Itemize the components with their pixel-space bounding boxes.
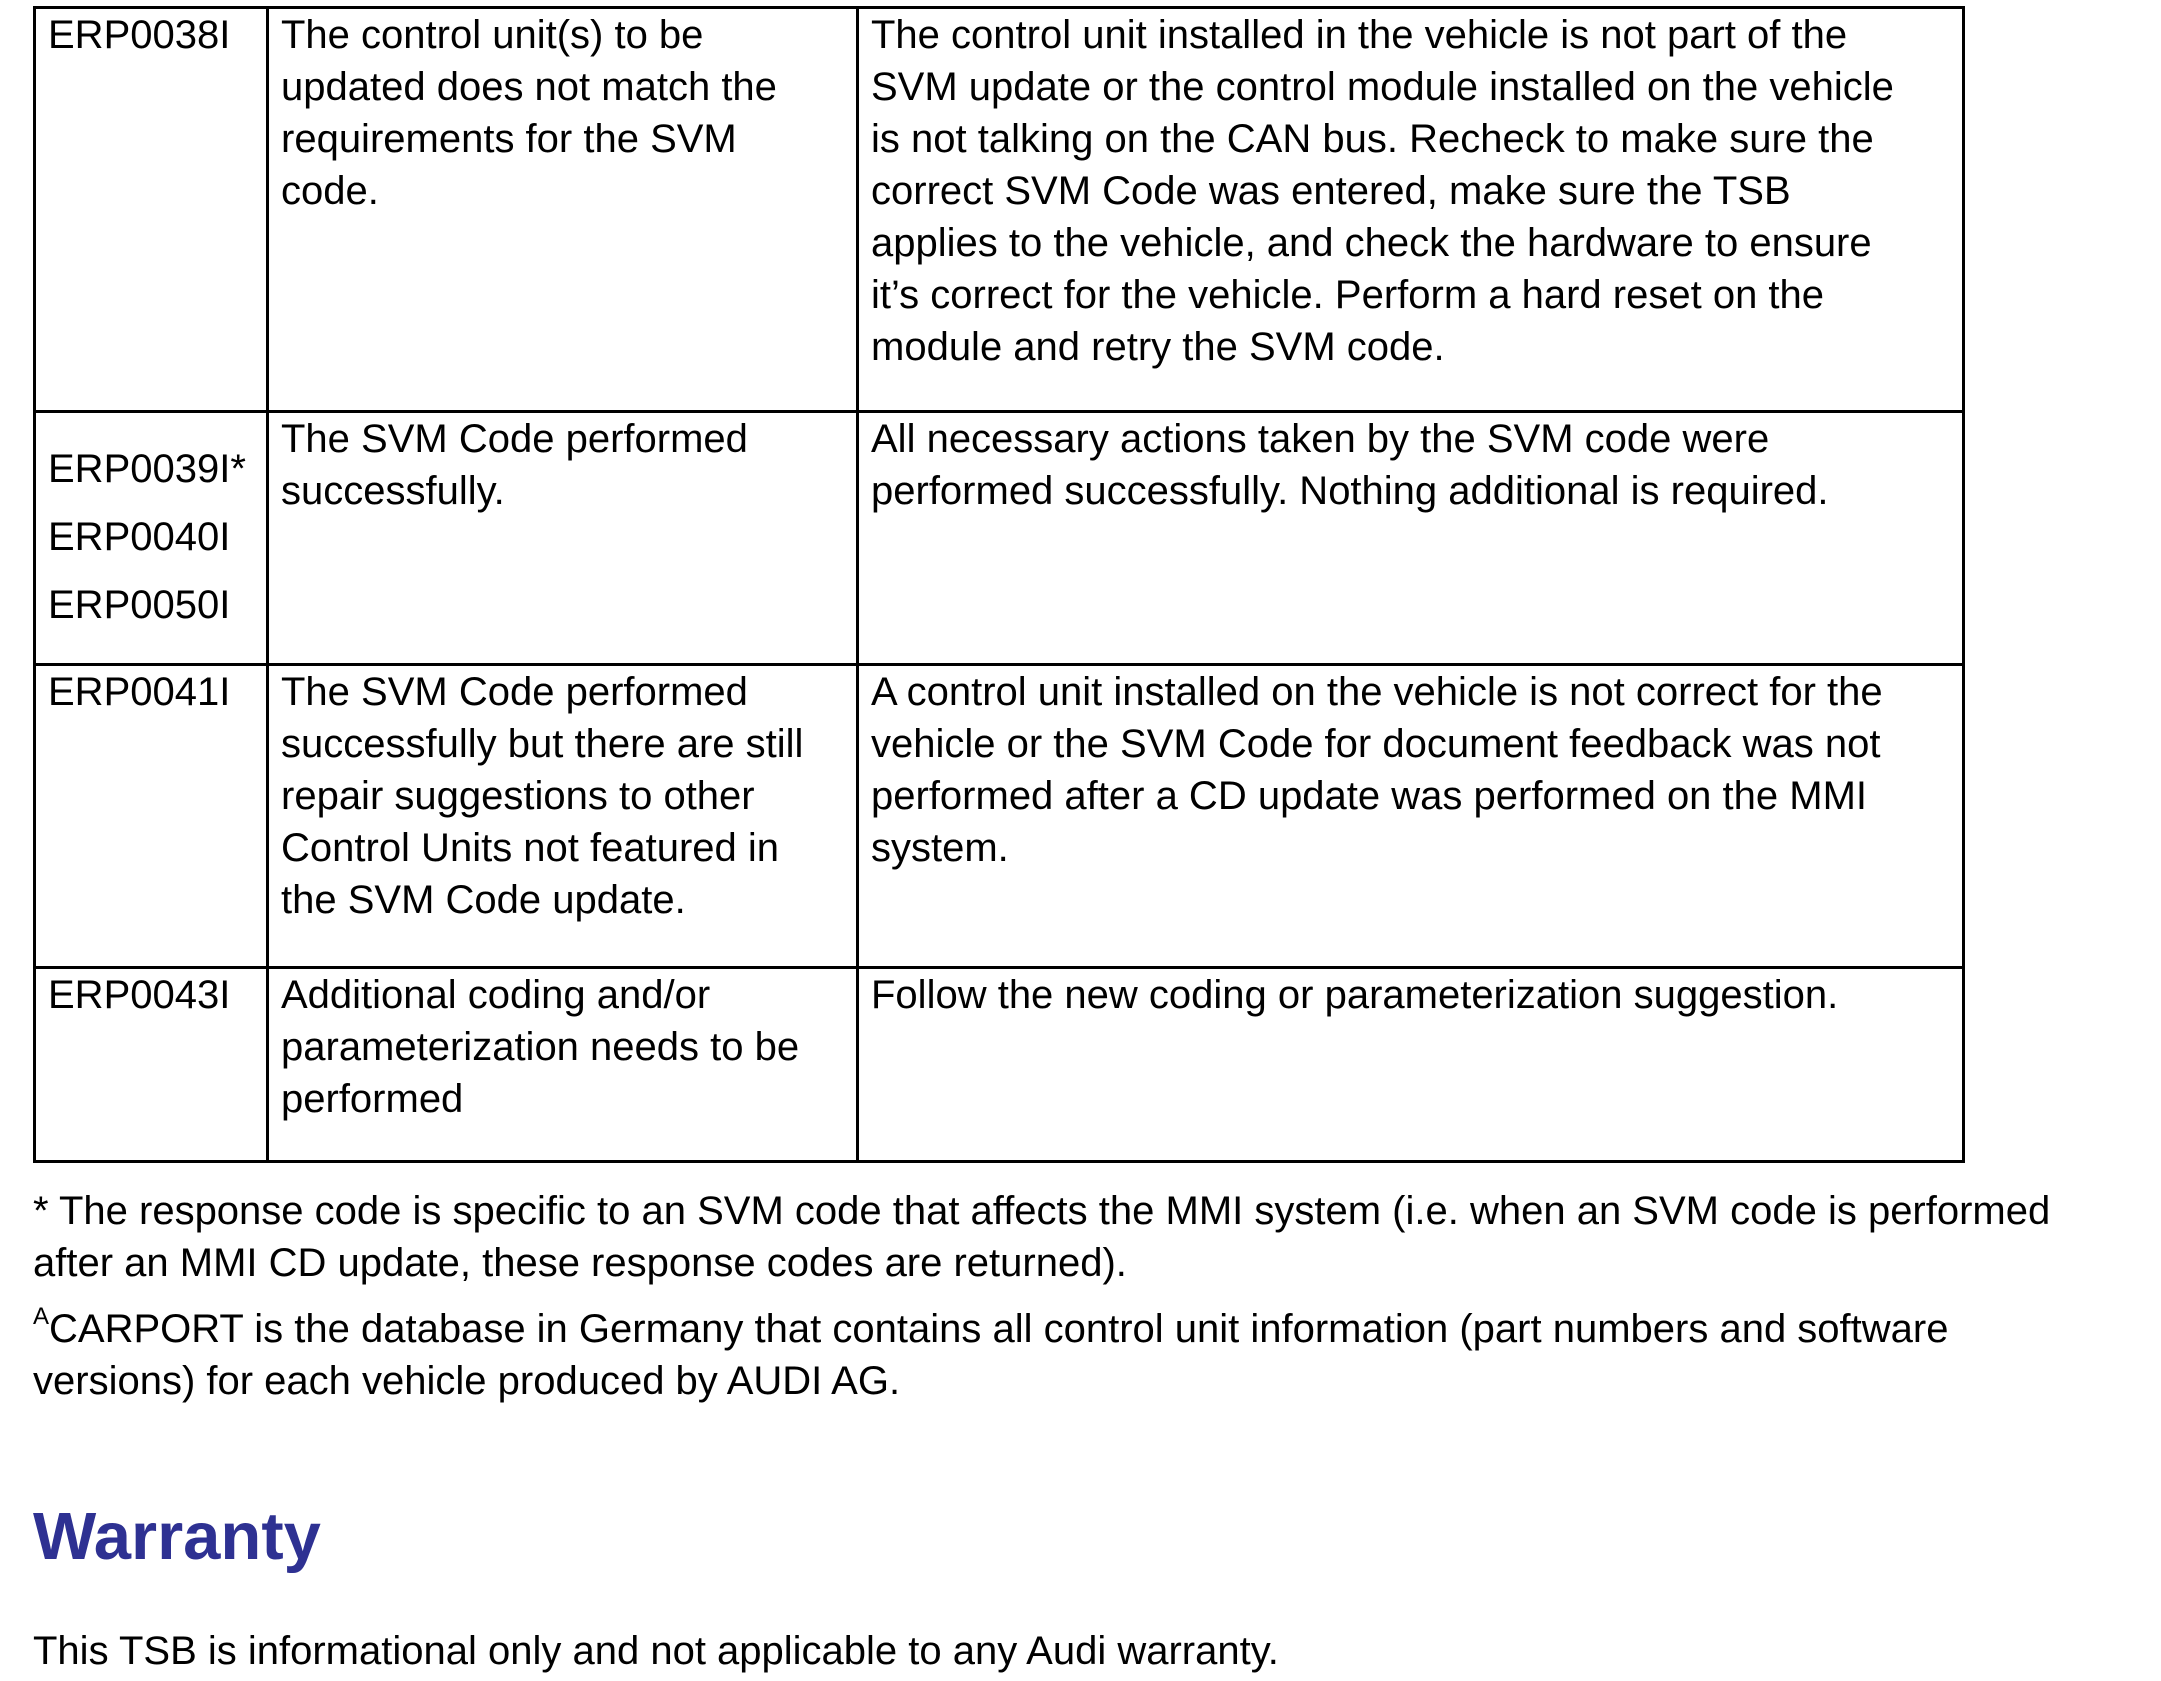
- response-description: The SVM Code performed successfully but there are still repair suggestions to other Control Units not featured in the SVM Code update.: [281, 670, 804, 922]
- asterisk-footnote: * The response code is specific to an SVM code that affects the MMI system (i.e. when an SVM code is performed after an MMI CD update, these response codes are returned).: [33, 1189, 2051, 1285]
- table-row: [35, 968, 1964, 1162]
- table-row: [35, 665, 1964, 968]
- required-action: The control unit installed in the vehicle is not part of the SVM update or the control module installed on the vehicle is not talking on the CAN bus. Recheck to make sure the correct SVM Code was entered, make sure the TSB applies to the vehicle, and check the hardware to ensure it’s correct for the vehicle. Perform a hard reset on the module and retry the SVM code.: [871, 13, 1894, 369]
- response-code-cell: [35, 8, 268, 412]
- carport-footnote: [33, 1303, 2143, 1407]
- action-cell: [858, 8, 1964, 412]
- required-action: All necessary actions taken by the SVM code were performed successfully. Nothing additional is required.: [871, 417, 1829, 513]
- response-description: The control unit(s) to be updated does not match the requirements for the SVM code.: [281, 13, 777, 213]
- description-cell: [268, 8, 858, 412]
- document-page: [33, 6, 2133, 1677]
- response-code-cell: [35, 665, 268, 968]
- footnote-marker: A: [33, 1303, 50, 1330]
- response-code: ERP0050I: [48, 583, 231, 627]
- required-action: Follow the new coding or parameterization suggestion.: [871, 973, 1839, 1017]
- action-cell: [858, 968, 1964, 1162]
- response-code-table: [33, 6, 1965, 1163]
- action-cell: [858, 412, 1964, 665]
- table-row: [35, 8, 1964, 412]
- action-cell: [858, 665, 1964, 968]
- response-code: ERP0039I*: [48, 447, 246, 491]
- response-description: The SVM Code performed successfully.: [281, 417, 748, 513]
- description-cell: [268, 412, 858, 665]
- footnotes: [33, 1185, 2143, 1407]
- description-cell: [268, 665, 858, 968]
- description-cell: [268, 968, 858, 1162]
- table-row: [35, 412, 1964, 665]
- response-code: ERP0041I: [48, 670, 231, 714]
- response-code-cell: [35, 968, 268, 1162]
- response-description: Additional coding and/or parameterization needs to be performed: [281, 973, 800, 1121]
- warranty-heading: Warranty: [33, 1499, 321, 1574]
- response-code: ERP0040I: [48, 515, 231, 559]
- response-code: ERP0038I: [48, 13, 231, 57]
- response-code: ERP0043I: [48, 973, 231, 1017]
- warranty-text: This TSB is informational only and not applicable to any Audi warranty.: [33, 1629, 1279, 1673]
- required-action: A control unit installed on the vehicle is not correct for the vehicle or the SVM Code for document feedback was not performed after a CD update was performed on the MMI system.: [871, 670, 1883, 870]
- response-code-cell: [35, 412, 268, 665]
- carport-footnote-text: CARPORT is the database in Germany that contains all control unit information (part numbers and software versions) for each vehicle produced by AUDI AG.: [33, 1307, 1949, 1403]
